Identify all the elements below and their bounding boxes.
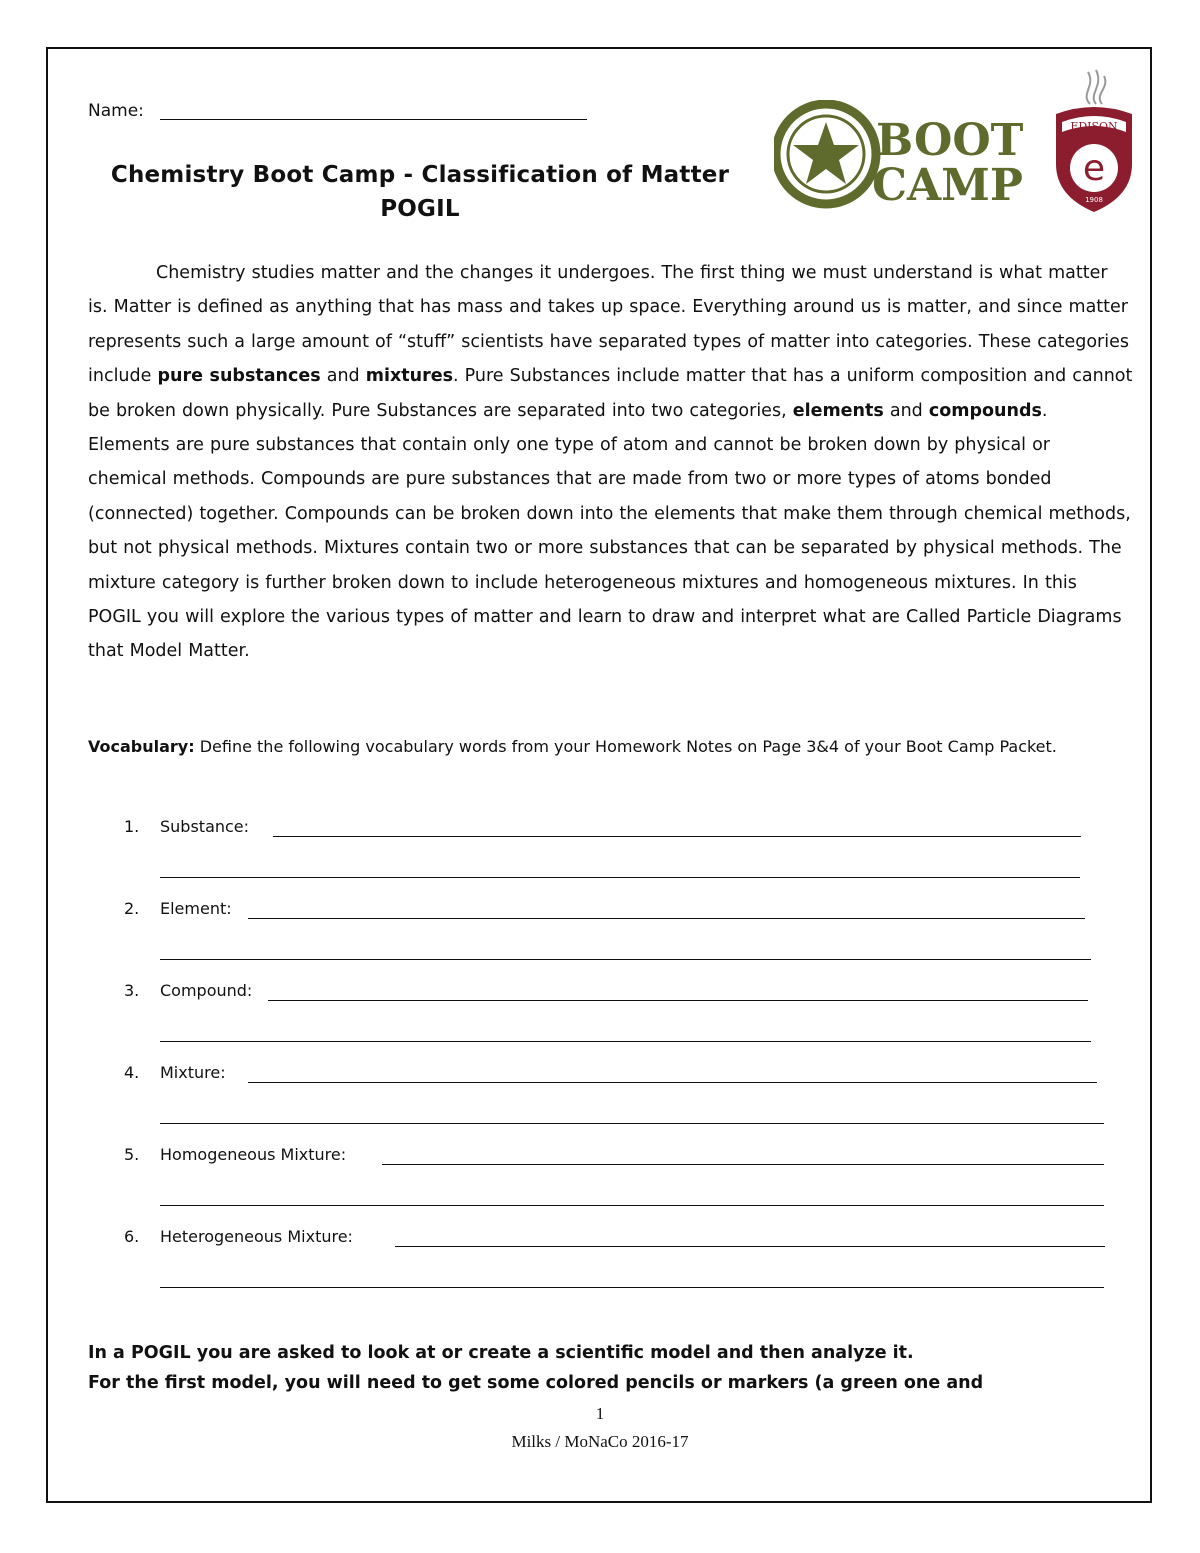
name-field[interactable] [160, 119, 587, 120]
answer-line-element-2[interactable] [160, 959, 1091, 960]
vocab-number-3: 3. [124, 981, 140, 1000]
page-number: 1 [595, 1404, 605, 1423]
intro-paragraph: Chemistry studies matter and the changes it undergoes. The first thing we must understand is what matter is. Matter is defined as anything that has mass and takes up space. Everything around us is matter, and since matter represents such a large amount of “stuff” scientists have separated types of matter into categories. These categories include pure substances and mixtures. Pure Substances include matter that has a uniform composition and cannot be broken down physically. Pure Substances are separated into two categories, elements and compounds. Elements are pure substances that contain only one type of atom and cannot be broken down by physical or chemical methods. Compounds are pure substances that are made from two or more types of atoms bonded (connected) together. Compounds can be broken down into the elements that make them through chemical methods, but not physical methods. Mixtures contain two or more substances that can be separated by physical methods. The mixture category is further broken down to include heterogeneous mixtures and homogeneous mixtures. In this POGIL you will explore the various types of matter and learn to draw and interpret what are Called Particle Diagrams that Model Matter. [88, 263, 1133, 662]
vocab-number-4: 4. [124, 1063, 140, 1082]
vocab-term-heterogeneous-mixture: Heterogeneous Mixture: [160, 1227, 353, 1246]
title-line-1: Chemistry Boot Camp - Classification of Matter [110, 162, 730, 188]
answer-line-mixture-1[interactable] [248, 1082, 1097, 1083]
vocab-number-6: 6. [124, 1227, 140, 1246]
vocab-number-1: 1. [124, 817, 140, 836]
bootcamp-word-2: CAMP [872, 160, 1023, 210]
term-mixtures: mixtures [365, 366, 453, 387]
vocabulary-instructions: Vocabulary: Define the following vocabulary words from your Homework Notes on Page 3&4 of your Boot Camp Packet. [88, 737, 1057, 756]
bootcamp-word-1: BOOT [876, 115, 1024, 166]
pogil-line-1: In a POGIL you are asked to look at or create a scientific model and then analyze it. [88, 1343, 914, 1363]
edison-shield-logo [1050, 64, 1138, 214]
star-icon [793, 122, 859, 184]
flame-icon [1087, 70, 1106, 104]
term-compounds: compounds [928, 400, 1042, 421]
vocab-term-element: Element: [160, 899, 232, 918]
name-label: Name: [88, 101, 144, 121]
vocab-term-substance: Substance: [160, 817, 250, 836]
page-title [90, 158, 750, 226]
vocab-term-mixture: Mixture: [160, 1063, 226, 1082]
answer-line-compound-1[interactable] [268, 1000, 1088, 1001]
vocab-number-2: 2. [124, 899, 140, 918]
pogil-line-2: For the first model, you will need to get some colored pencils or markers (a green one and [88, 1373, 984, 1393]
edison-letter: e [1082, 148, 1106, 189]
term-pure-substances: pure substances [157, 366, 321, 387]
answer-line-homogeneous-1[interactable] [382, 1164, 1104, 1165]
answer-line-homogeneous-2[interactable] [160, 1205, 1104, 1206]
answer-line-mixture-2[interactable] [160, 1123, 1104, 1124]
answer-line-element-1[interactable] [248, 918, 1085, 919]
answer-line-heterogeneous-1[interactable] [395, 1246, 1105, 1247]
answer-line-heterogeneous-2[interactable] [160, 1287, 1104, 1288]
edison-year: 1908 [1085, 196, 1103, 204]
pogil-instructions [88, 1338, 1128, 1398]
vocab-number-5: 5. [124, 1145, 140, 1164]
boot-camp-logo [774, 100, 1034, 210]
vocab-term-compound: Compound: [160, 981, 253, 1000]
vocabulary-label: Vocabulary: [88, 737, 195, 756]
edison-name: EDISON [1070, 120, 1118, 133]
answer-line-substance-1[interactable] [273, 836, 1081, 837]
answer-line-compound-2[interactable] [160, 1041, 1091, 1042]
title-line-2: POGIL [380, 196, 460, 222]
term-elements: elements [792, 400, 884, 421]
footer-credit: Milks / MoNaCo 2016-17 [511, 1432, 689, 1451]
vocab-term-homogeneous-mixture: Homogeneous Mixture: [160, 1145, 347, 1164]
answer-line-substance-2[interactable] [160, 877, 1080, 878]
